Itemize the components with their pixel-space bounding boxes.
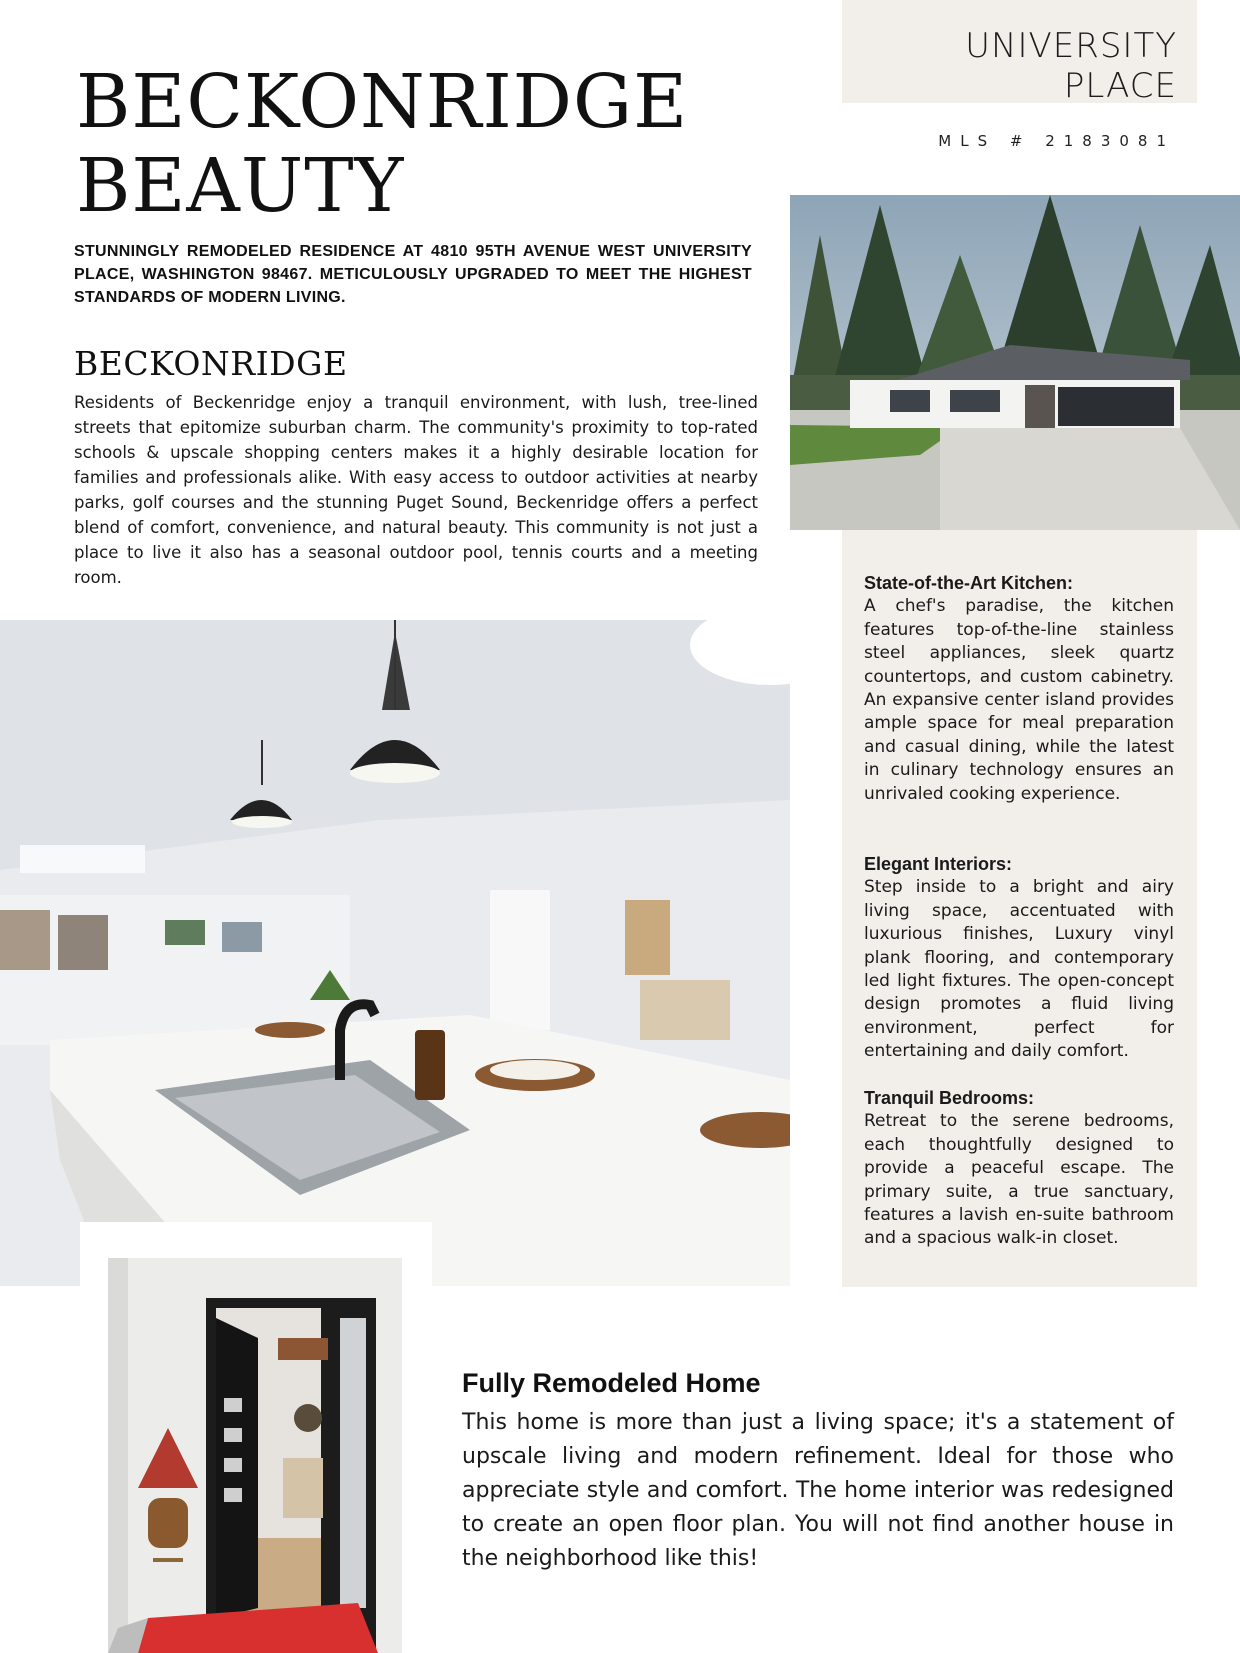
community-title: BECKONRIDGE [74,344,348,383]
community-body: Residents of Beckenridge enjoy a tranquil environment, with lush, tree-lined streets that epitomize suburban charm. The community's proximity to top-rated schools & upscale shopping centers makes it a highly desirable location for families and professionals alike. With easy access to outdoor activities at nearby parks, golf courses and the stunning Puget Sound, Beckenridge offers a perfect blend of comfort, convenience, and natural beauty. This community is not just a place to live it also has a seasonal outdoor pool, tennis courts and a meeting room. [74,393,758,587]
front-door-photo [108,1258,402,1653]
feature-interiors-title: Elegant Interiors: [864,854,1013,874]
remodel-body: This home is more than just a living space; it's a statement of upscale living and modern refinement. Ideal for those who appreciate style and comfort. The home interior was redesigned to create an open floor plan. You will not find another house in the neighborhood like this! [462,1410,1174,1571]
feature-interiors-body: Step inside to a bright and airy living space, accentuated with luxurious finishes, Luxury vinyl plank flooring, and contemporary led light fixtures. The open-concept design promotes a fluid living environment, perfect for entertaining and daily comfort. [864,877,1174,1062]
feature-bedrooms [864,1087,1174,1251]
kitchen-photo [0,620,790,1286]
feature-interiors [864,853,1174,1064]
feature-kitchen-body: A chef's paradise, the kitchen features top-of-the-line stainless steel appliances, sleek quartz countertops, and custom cabinetry. An expansive center island provides ample space for meal preparation and casual dining, while the latest in culinary technology ensures an unrivaled cooking experience. [864,596,1174,804]
house-exterior-illustration [790,195,1240,530]
mls-number: MLS # 2183081 [938,132,1175,150]
title-line-1: BECKONRIDGE [76,59,689,145]
location-tag [842,0,1197,106]
features-panel [842,530,1197,1287]
feature-bedrooms-body: Retreat to the serene bedrooms, each thoughtfully designed to provide a peaceful escape. The primary suite, a true sanctuary, features a lavish en-suite bathroom and a spacious walk-in closet. [864,1111,1174,1249]
house-exterior-photo [790,195,1240,530]
kitchen-illustration [0,620,790,1286]
feature-kitchen [864,572,1174,806]
location-tag-text: UNIVERSITY PLACE [965,26,1177,106]
feature-kitchen-title: State-of-the-Art Kitchen: [864,573,1073,593]
remodel-title: Fully Remodeled Home [462,1368,761,1398]
page-title [76,60,796,228]
feature-bedrooms-title: Tranquil Bedrooms: [864,1088,1035,1108]
subtitle: STUNNINGLY REMODELED RESIDENCE AT 4810 95TH AVENUE WEST UNIVERSITY PLACE, WASHINGTON 98467. METICULOUSLY UPGRADED TO MEET THE HIGHEST STANDARDS OF MODERN LIVING. [74,243,752,306]
title-line-2: BEAUTY [76,143,405,229]
front-door-illustration [108,1258,402,1653]
